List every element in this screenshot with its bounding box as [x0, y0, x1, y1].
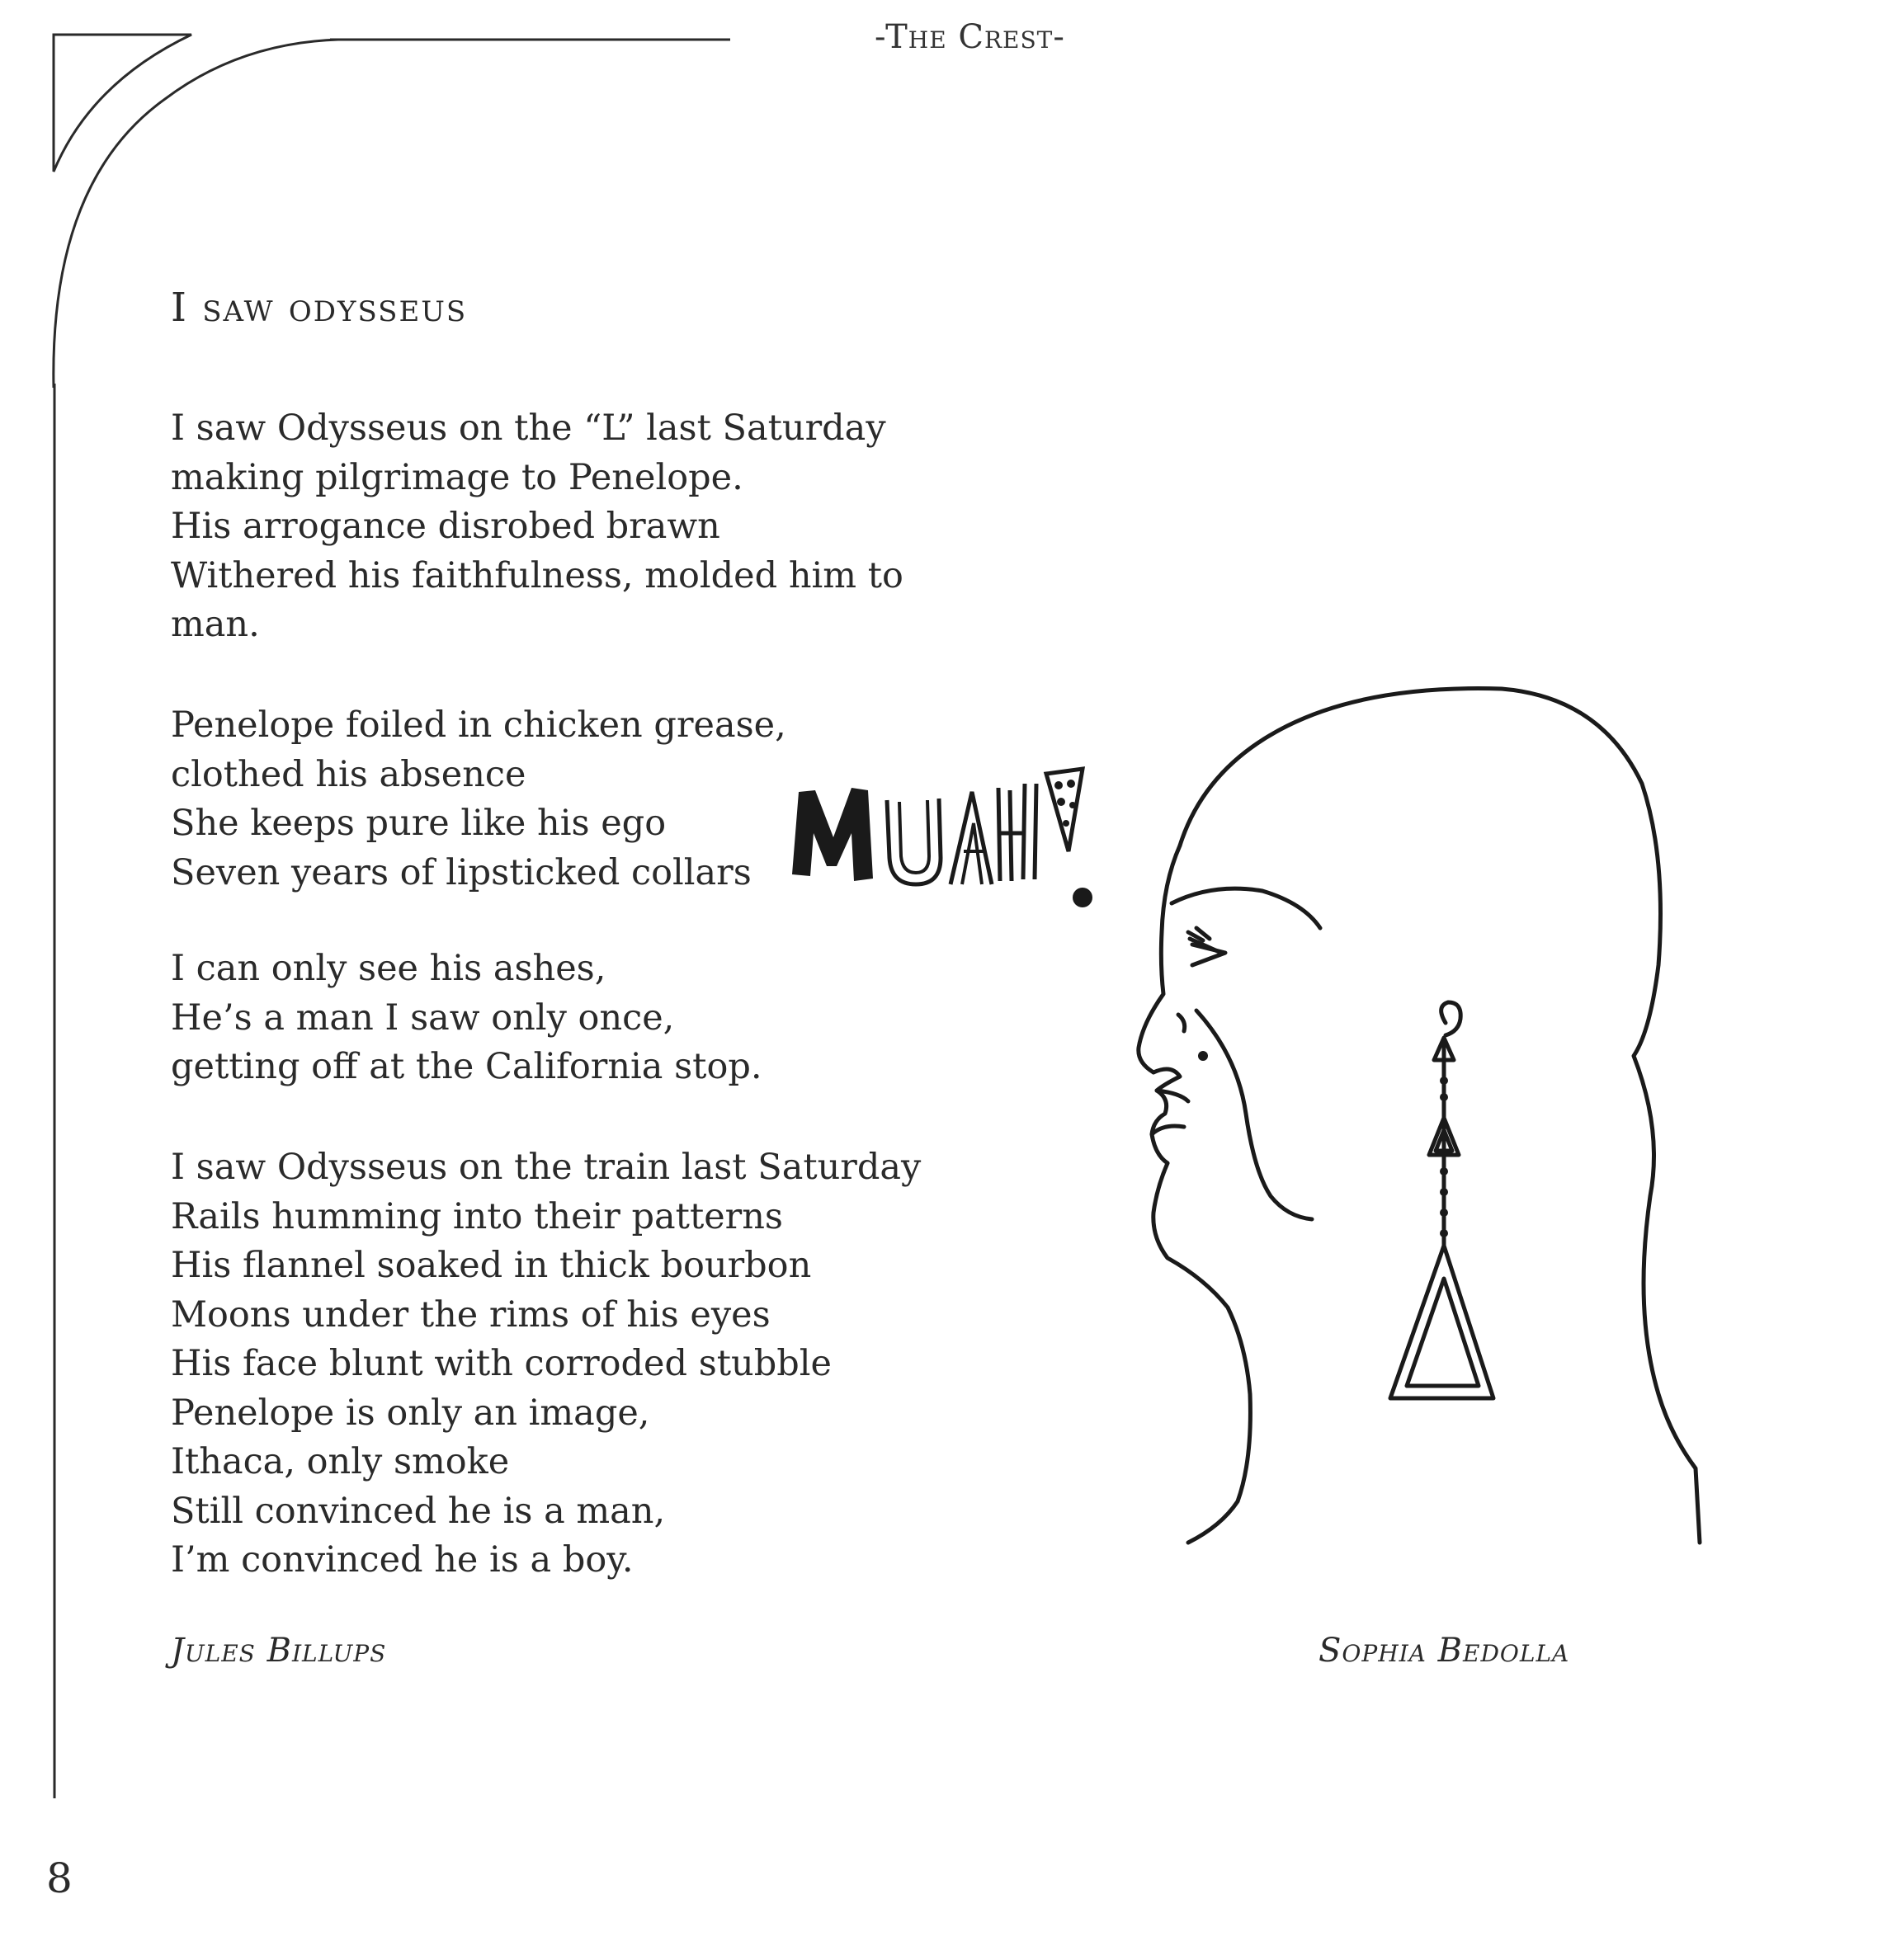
- poem-line: I saw Odysseus on the train last Saturday: [171, 1147, 922, 1188]
- poem-line: I can only see his ashes,: [171, 948, 606, 989]
- poem-line: Still convinced he is a man,: [171, 1490, 666, 1532]
- poem-line: He’s a man I saw only once,: [171, 996, 675, 1039]
- page-number: 8: [46, 1854, 73, 1902]
- artwork-artist: Sophia Bedolla: [1319, 1632, 1570, 1670]
- poem-line: I’m convinced he is a boy.: [171, 1539, 634, 1581]
- poem-author: Jules Billups: [171, 1632, 387, 1670]
- poem-line: Ithaca, only smoke: [171, 1441, 510, 1482]
- poem-line: His face blunt with corroded stubble: [171, 1343, 832, 1384]
- poem-line: clothed his absence: [171, 753, 526, 795]
- poem-stanza: [171, 404, 903, 650]
- profile-illustration: [776, 668, 1749, 1551]
- poem-line: Penelope foiled in chicken grease,: [171, 704, 786, 746]
- poem-line: man.: [171, 604, 260, 645]
- poem-line: She keeps pure like his ego: [171, 803, 667, 844]
- poem-line: His flannel soaked in thick bourbon: [171, 1245, 812, 1286]
- poem-line: Moons under the rims of his eyes: [171, 1293, 771, 1336]
- poem-stanza: [171, 701, 786, 898]
- muah-lettering: [792, 769, 1092, 907]
- poem-line: getting off at the California stop.: [171, 1046, 762, 1087]
- poem-line: I saw Odysseus on the “L” last Saturday: [171, 408, 886, 449]
- poem-line: Penelope is only an image,: [171, 1392, 650, 1434]
- poem-line: Withered his faithfulness, molded him to: [171, 554, 903, 596]
- poem-line: His arrogance disrobed brawn: [171, 506, 720, 547]
- running-head: -The Crest-: [875, 18, 1065, 56]
- poem-title: I saw odysseus: [171, 285, 468, 331]
- poem-line: making pilgrimage to Penelope.: [171, 456, 743, 498]
- poem-line: Rails humming into their patterns: [171, 1195, 783, 1237]
- poem-line: Seven years of lipsticked collars: [171, 851, 752, 893]
- poem-stanza: [171, 945, 762, 1092]
